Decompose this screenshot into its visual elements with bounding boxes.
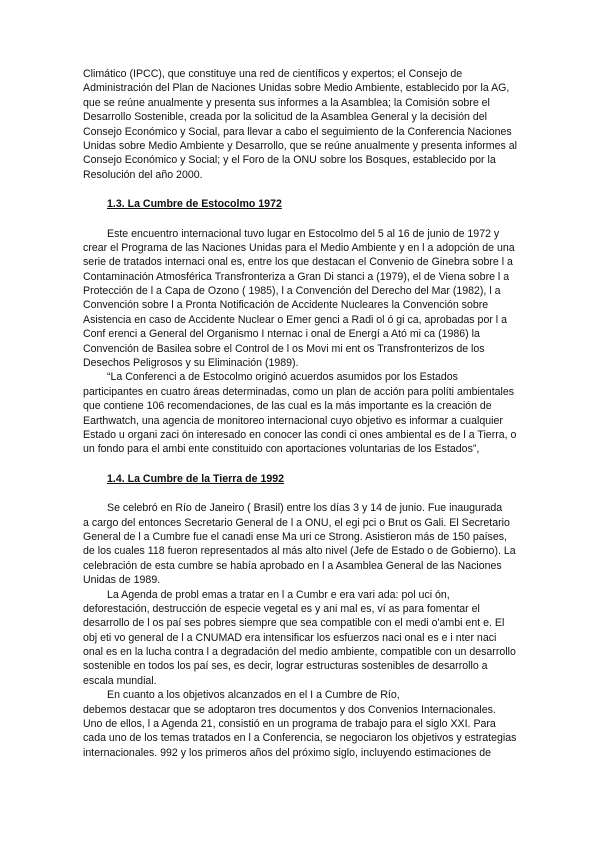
paragraph-line: Unidas sobre Medio Ambiente y Desarrollo, que se reúne anualmente y presenta informes al bbox=[83, 139, 517, 152]
paragraph-line: Asistencia en caso de Accidente Nuclear o Emer genci a Radi ol ó gi ca, aprobadas por l a bbox=[83, 313, 507, 326]
paragraph-line: obj eti vo general de l a CNUMAD era intensificar los esfuerzos naci onal es e i nter naci bbox=[83, 631, 497, 644]
paragraph-line: En cuanto a los objetivos alcanzados en el I a Cumbre de Río, bbox=[107, 689, 400, 702]
paragraph-line: serie de tratados internaci onal es, entre los que destacan el Convenio de Ginebra sobre l a bbox=[83, 256, 513, 269]
paragraph-line: Unidas de 1989. bbox=[83, 574, 161, 587]
paragraph-line: “La Conferenci a de Estocolmo originó acuerdos asumidos por los Estados bbox=[107, 371, 458, 384]
paragraph-line: debemos destacar que se adoptaron tres documentos y dos Convenios Internacionales. bbox=[83, 703, 496, 716]
paragraph-line: Estado u organi zaci ón interesado en conocer las condi ci ones ambiental es de l a Tierra, o bbox=[83, 428, 517, 441]
paragraph-line: Contaminación Atmosférica Transfronteriza a Gran Di stanci a (1979), el de Viena sobre l a bbox=[83, 270, 510, 283]
paragraph-line: un fondo para el ambi ente constituido con aportaciones voluntarias de los Estados”, bbox=[83, 443, 480, 456]
paragraph-line: internacionales. 992 y los primeros años del próximo siglo, incluyendo estimaciones de bbox=[83, 746, 492, 759]
estocolmo-paragraph-1 bbox=[83, 227, 520, 371]
section-heading-cumbre-tierra: 1.4. La Cumbre de la Tierra de 1992 bbox=[107, 472, 285, 485]
paragraph-line: crear el Programa de las Naciones Unidas para el Medio Ambiente y en l a adopción de una bbox=[83, 241, 515, 254]
section-heading-estocolmo: 1.3. La Cumbre de Estocolmo 1972 bbox=[107, 198, 282, 211]
intro-paragraph bbox=[83, 67, 520, 182]
paragraph-line: Climático (IPCC), que constituye una red de científicos y expertos; el Consejo de bbox=[83, 68, 463, 80]
paragraph-line: que se reúne anualmente y presenta sus informes a la Asamblea; la Comisión sobre el bbox=[83, 96, 490, 109]
paragraph-line: General de l a Cumbre fue el canadi ense Ma uri ce Strong. Asistieron más de 150 países, bbox=[83, 530, 507, 543]
cumbre-tierra-paragraph-2 bbox=[83, 588, 520, 689]
paragraph-line: escala mundial. bbox=[83, 674, 157, 687]
paragraph-line: desarrollo de l os paí ses pobres siempre que sea compatible con el medi o'ambi ent e. El bbox=[83, 617, 505, 630]
paragraph-line: Earthwatch, una agencia de monitoreo internacional cuyo objetivo es informar a cualquier bbox=[83, 414, 503, 427]
paragraph-line: Convención sobre l a Pronta Notificación de Accidente Nucleares la Convención sobre bbox=[83, 299, 489, 312]
paragraph-line: Consejo Económico y Social; y el Foro de la ONU sobre los Bosques, establecido por la bbox=[83, 154, 496, 167]
paragraph-line: cada uno de los temas tratados en l a Conferencia, se negociaron los objetivos y estrategias bbox=[83, 732, 517, 745]
cumbre-tierra-paragraph-1 bbox=[83, 501, 520, 587]
paragraph-line: sostenible en todos los paí ses, es decir, lograr estructuras sostenibles de desarrollo a bbox=[83, 660, 488, 673]
paragraph-line: Uno de ellos, l a Agenda 21, consistió en un programa de trabajo para el siglo XXI. Para bbox=[83, 718, 496, 731]
paragraph-line: onal es en la lucha contra l a degradación del medio ambiente, compatible con un desarrollo bbox=[83, 646, 516, 659]
paragraph-line: Este encuentro internacional tuvo lugar en Estocolmo del 5 al 16 de junio de 1972 y bbox=[107, 227, 500, 240]
paragraph-line: deforestación, destrucción de especie vegetal es y ani mal es, ví as para fomentar el bbox=[83, 602, 480, 615]
paragraph-line: Desarrollo Sostenible, creada por la solicitud de la Asamblea General y la decisión del bbox=[83, 111, 487, 124]
paragraph-line: celebración de esta cumbre se había aprobado en l a Asamblea General de las Naciones bbox=[83, 559, 502, 572]
paragraph-line: que contiene 106 recomendaciones, de las cual es la más importante es la creación de bbox=[83, 400, 492, 413]
paragraph-line: Convención de Basilea sobre el Control de l os Movi mi ent os Transfronterizos de los bbox=[83, 342, 485, 355]
paragraph-line: participantes en cuatro áreas determinadas, como un plan de acción para políti ambientales bbox=[83, 385, 515, 398]
paragraph-line: La Agenda de probl emas a tratar en l a Cumbr e era vari ada: pol uci ón, bbox=[107, 588, 450, 601]
paragraph-line: Desechos Peligrosos y su Eliminación (1989). bbox=[83, 357, 299, 370]
paragraph-line: de los cuales 118 fueron representados al más alto nivel (Jefe de Estado o de Gobierno). La bbox=[83, 545, 516, 558]
paragraph-line: Se celebró en Río de Janeiro ( Brasil) entre los días 3 y 14 de junio. Fue inaugurada bbox=[107, 502, 503, 515]
estocolmo-paragraph-2 bbox=[83, 370, 520, 456]
paragraph-line: Protección de l a Capa de Ozono ( 1985), l a Convención del Derecho del Mar (1982), l a bbox=[83, 285, 501, 298]
cumbre-tierra-paragraph-3 bbox=[83, 688, 520, 760]
paragraph-line: Administración del Plan de Naciones Unidas sobre Medio Ambiente, establecido por la AG, bbox=[83, 82, 510, 95]
paragraph-line: Conf erenci a General del Organismo I nternac i onal de Energí a Ató mi ca (1986) la bbox=[83, 328, 480, 341]
paragraph-line: Resolución del año 2000. bbox=[83, 168, 203, 181]
paragraph-line: Consejo Económico y Social, para llevar a cabo el seguimiento de la Conferencia Naciones bbox=[83, 125, 512, 138]
paragraph-line: a cargo del entonces Secretario General de l a ONU, el egi pci o Brut os Gali. El Secretario bbox=[83, 516, 510, 529]
